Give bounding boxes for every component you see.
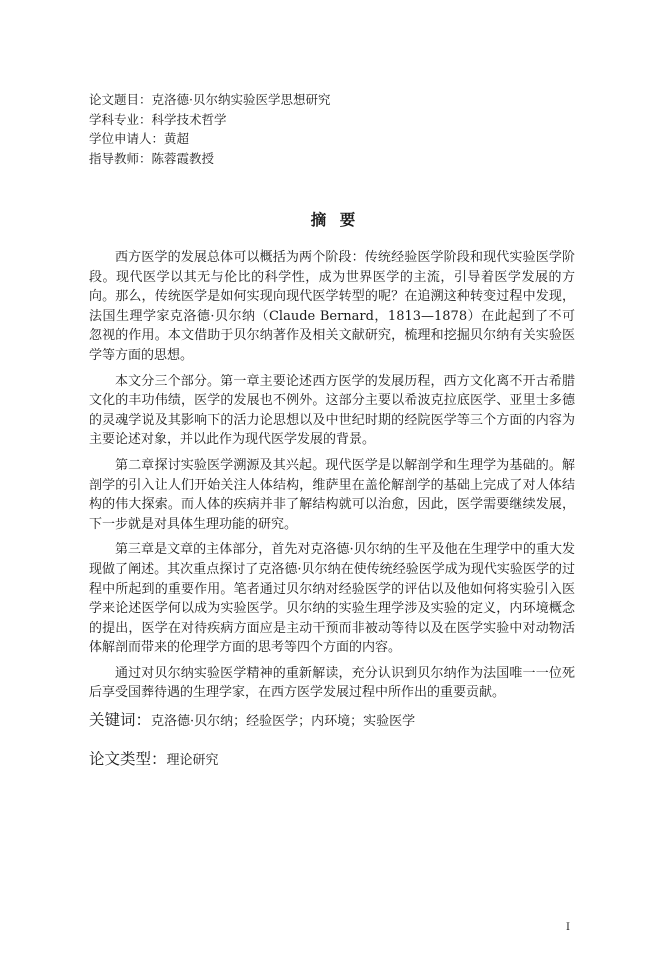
thesis-title-label: 论文题目：: [89, 92, 152, 107]
keywords-line: [89, 708, 415, 730]
major-line: [89, 110, 331, 130]
abstract-paragraph: 西方医学的发展总体可以概括为两个阶段：传统经验医学阶段和现代实验医学阶段。现代医学以其无与伦比的科学性，成为世界医学的主流，引导着医学发展的方向。那么，传统医学是如何实现向现代医学转型的呢？在追溯这种转变过程中发现，法国生理学家克洛德·贝尔纳（Claude Bernard，1813—1878）在此起到了不可忽视的作用。本文借助于贝尔纳著作及相关文献研究，梳理和挖掘贝尔纳有关实验医学等方面的思想。: [89, 250, 575, 363]
abstract-paragraph: 第二章探讨实验医学溯源及其兴起。现代医学是以解剖学和生理学为基础的。解剖学的引入让人们开始关注人体结构，维萨里在盖伦解剖学的基础上完成了对人体结构的伟大探索。而人体的疾病并非了解结构就可以治愈，因此，医学需要继续发展，下一步就是对具体生理功能的研究。: [89, 457, 575, 532]
advisor-label: 指导教师：: [89, 150, 152, 166]
advisor-line: [89, 149, 331, 169]
advisor-value: 陈蓉霞教授: [151, 150, 215, 166]
abstract-paragraph: 本文分三个部分。第一章主要论述西方医学的发展历程，西方文化离不开古希腊文化的丰功伟绩，医学的发展也不例外。这部分主要以希波克拉底医学、亚里士多德的灵魂学说及其影响下的活力论思想以及中世纪时期的经院医学等三个方面的内容为主要论述对象，并以此作为现代医学发展的背景。: [89, 373, 575, 448]
abstract-title: 摘 要: [310, 211, 360, 229]
paper-type-line: [89, 747, 219, 769]
thesis-info: [89, 90, 331, 168]
abstract-paragraph: 通过对贝尔纳实验医学精神的重新解读，充分认识到贝尔纳作为法国唯一一位死后享受国葬待遇的生理学家，在西方医学发展过程中所作出的重要贡献。: [89, 665, 575, 701]
major-value: 科学技术哲学: [151, 111, 227, 127]
applicant-line: [89, 129, 331, 149]
abstract-paragraph: 第三章是文章的主体部分，首先对克洛德·贝尔纳的生平及他在生理学中的重大发现做了阐述。其次重点探讨了克洛德·贝尔纳在使传统经验医学成为现代实验医学的过程中所起到的重要作用。笔者通过贝尔纳对经验医学的评估以及他如何将实验引入医学来论述医学何以成为实验医学。贝尔纳的实验生理学涉及实验的定义，内环境概念的提出，医学在对待疾病方面应是主动干预而非被动等待以及在医学实验中对动物活体解剖而带来的伦理学方面的思考等四个方面的内容。: [89, 542, 575, 656]
applicant-label: 学位申请人：: [89, 131, 165, 146]
major-label: 学科专业：: [89, 111, 152, 127]
page-number: I: [566, 922, 570, 933]
abstract-body: [89, 248, 575, 709]
paper-type-value: 理论研究: [166, 753, 219, 768]
keywords-label: 关键词：: [89, 711, 152, 729]
thesis-title-value: 克洛德·贝尔纳实验医学思想研究: [151, 92, 331, 107]
applicant-value: 黄超: [164, 131, 190, 146]
paper-type-label: 论文类型：: [89, 750, 167, 768]
keywords-value: 克洛德·贝尔纳；经验医学；内环境；实验医学: [151, 714, 416, 729]
thesis-title-line: [89, 90, 331, 110]
